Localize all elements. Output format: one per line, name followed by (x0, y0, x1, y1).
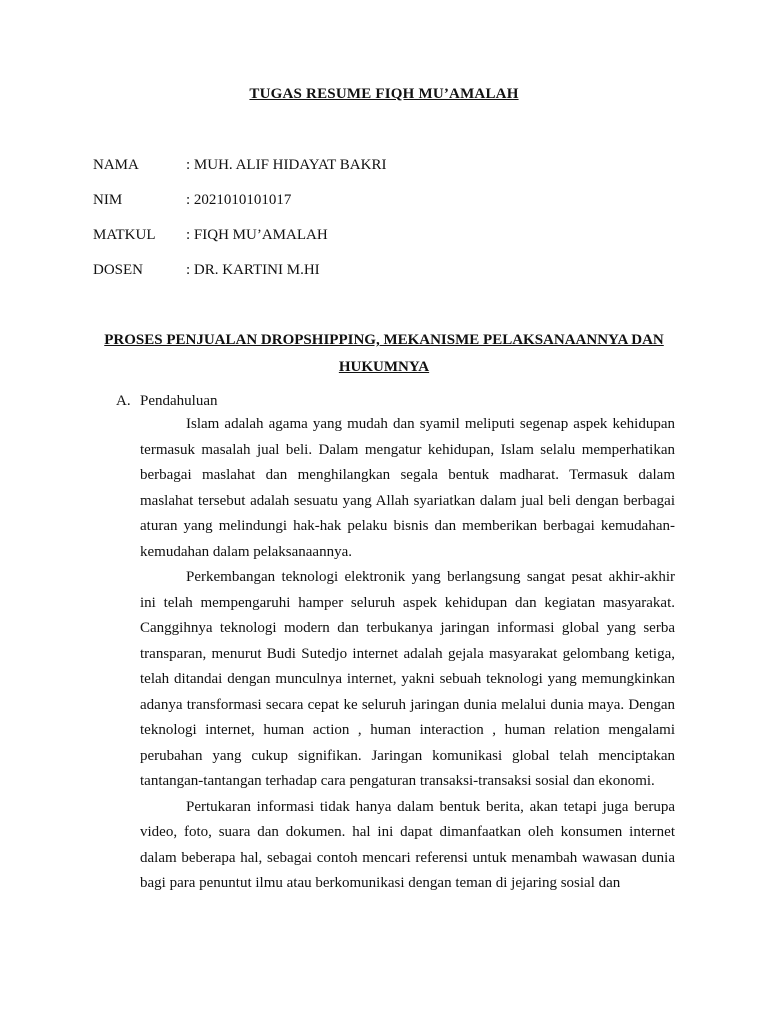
paragraph-3: Pertukaran informasi tidak hanya dalam bentuk berita, akan tetapi juga berupa video, foto, suara dan dokumen. hal ini dapat dimanfaatkan oleh konsumen internet dalam beberapa hal, sebagai contoh mencari referensi untuk menambah wawasan dunia bagi para penuntut ilmu atau berkomunikasi dengan teman di jejaring sosial dan (140, 798, 675, 891)
info-value: : 2021010101017 (186, 192, 292, 208)
paragraph-2: Perkembangan teknologi elektronik yang berlangsung sangat pesat akhir-akhir ini telah mempengaruhi hamper seluruh aspek kehidupan dan kegiatan masyarakat. Canggihnya teknologi modern dan terbukanya jaringan informasi global yang serba transparan, menurut Budi Sutedjo internet adalah gejala masyarakat gelombang ketiga, telah ditandai dengan munculnya internet, yakni sebuah teknologi yang memungkinkan adanya transformasi secara cepat ke seluruh jaringan dunia melalui dunia maya. Dengan teknologi internet, human action , human interaction , human relation mengalami perubahan yang cukup signifikan. Jaringan komunikasi global telah menciptakan tantangan-tantangan terhadap cara pengaturan transaksi-transaksi sosial dan ekonomi. (140, 569, 675, 789)
section-title-line2: HUKUMNYA (338, 359, 430, 375)
info-row-nim (93, 188, 386, 223)
document-title: TUGAS RESUME FIQH MU’AMALAH (249, 86, 519, 102)
section-title (93, 327, 675, 381)
subheading-text: Pendahuluan (140, 393, 218, 409)
subheading-letter: A. (116, 393, 131, 409)
info-label: NAMA (93, 157, 139, 173)
subheading-pendahuluan (116, 389, 217, 413)
info-row-dosen (93, 258, 386, 293)
info-value: : MUH. ALIF HIDAYAT BAKRI (186, 157, 387, 173)
info-value: : DR. KARTINI M.HI (186, 262, 320, 278)
info-value: : FIQH MU’AMALAH (186, 227, 328, 243)
student-info (93, 153, 386, 293)
body-text (140, 412, 675, 897)
info-label: DOSEN (93, 262, 144, 278)
section-title-line1: PROSES PENJUALAN DROPSHIPPING, MEKANISME PELAKSANAANNYA DAN (104, 332, 664, 348)
info-row-matkul (93, 223, 386, 258)
paragraph-1: Islam adalah agama yang mudah dan syamil meliputi segenap aspek kehidupan termasuk masalah jual beli. Dalam mengatur kehidupan, Islam selalu memperhatikan berbagai maslahat dan menghilangkan segala bentuk madharat. Termasuk dalam maslahat tersebut adalah sesuatu yang Allah syariatkan dalam jual beli dengan berbagai aturan yang melindungi hak-hak pelaku bisnis dan memberikan berbagai kemudahan-kemudahan dalam pelaksanaannya. (140, 416, 675, 560)
info-label: MATKUL (93, 227, 156, 243)
info-row-nama (93, 153, 386, 188)
info-label: NIM (93, 192, 123, 208)
